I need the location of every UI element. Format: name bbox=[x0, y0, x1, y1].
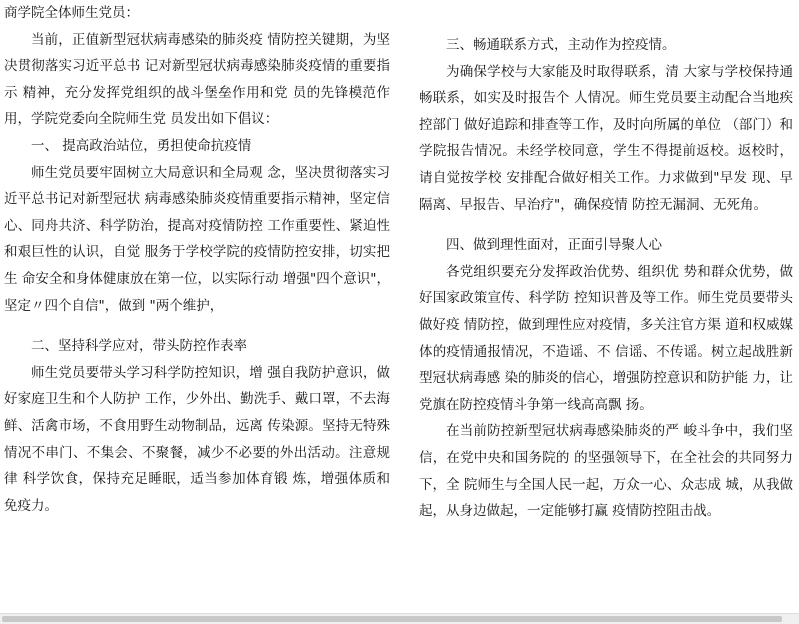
section-paragraph-1: 师生党员要牢固树立大局意识和全局观 念，坚决贯彻落实习近平总书记对新型冠状 病毒感染肺炎疫情重要指示精神，坚定信 心、同舟共济、科学防治，提高对疫情防控 工作重要性、紧迫性和艰巨性的认识，自觉 服务于学校学院的疫情防控安排，切实把生 命安全和身体健康放在第一位，以实际行动 增强"四个意识"，坚定〃四个自信"，做到 "两个维护， bbox=[4, 164, 390, 314]
section-heading-4: 四、做到理性面对，正面引导聚人心 bbox=[446, 237, 662, 254]
section-heading-1: 一、 提高政治站位，勇担使命抗疫情 bbox=[31, 137, 252, 154]
scrollbar-thumb[interactable] bbox=[2, 616, 782, 622]
section-paragraph-4: 各党组织要充分发挥政治优势、组织优 势和群众优势，做好国家政策宣传、科学防 控知识普及等工作。师生党员要带头做好疫 情防控，做到理性应对疫情，多关注官方渠 道和权威媒体的疫情通报情况，不造谣、不 信谣、不传谣。树立起战胜新型冠状病毒感 染的肺炎的信心，增强防控意识和防护能 力，让党旗在防控疫情斗争第一线高高飘 扬。 bbox=[419, 263, 793, 413]
paragraph-gap bbox=[419, 218, 793, 232]
intro-paragraph: 当前，正值新型冠状病毒感染的肺炎疫 情防控关键期，为坚决贯彻落实习近平总书 记对新型冠状病毒感染肺炎疫情的重要指示 精神，充分发挥党组织的战斗堡垒作用和党 员的先锋模范作用，学院党委向全院师生党 员发出如下倡议： bbox=[4, 31, 390, 128]
section-paragraph-3: 为确保学校与大家能及时取得联系，清 大家与学校保持通畅联系，如实及时报告个 人情况。师生党员要主动配合当地疾控部门 做好追踪和排查等工作，及时向所属的单位 （部门）和学院报告情况。未经学校同意，学生不得提前返校。返校时，请自觉按学校 安排配合做好相关工作。力求做到"早发 现、早隔离、早报告、早治疗"，确保疫情 防控无漏洞、无死角。 bbox=[419, 63, 793, 213]
paragraph-gap bbox=[4, 319, 390, 333]
section-heading-3: 三、畅通联系方式，主动作为控疫情。 bbox=[446, 37, 676, 53]
greeting: 商学院全体师生党员： bbox=[4, 5, 139, 21]
horizontal-scrollbar[interactable] bbox=[0, 613, 799, 624]
closing-paragraph: 在当前防控新型冠状病毒感染肺炎的严 峻斗争中，我们坚信，在党中央和国务院的 的坚强领导下，在全社会的共同努力下，全 院师生与全国人民一起，万众一心、众志成 城，从我做起，从身边做起，一定能够打赢 疫情防控阻击战。 bbox=[419, 423, 793, 520]
section-heading-2: 二、坚持科学应对，带头防控作表率 bbox=[31, 338, 247, 355]
right-column bbox=[419, 32, 793, 525]
section-paragraph-2: 师生党员要带头学习科学防控知识，增 强自我防护意识，做好家庭卫生和个人防护 工作，少外出、勤洗手、戴口罩，不去海 鲜、活禽市场，不食用野生动物制品，远离 传染源。坚持无特殊情况不串门、不集会、不聚餐，减少不必要的外出活动。注意规律 科学饮食，保持充足睡眠，适当参加体育锻 炼，增强体质和免疫力。 bbox=[4, 364, 390, 514]
left-column bbox=[4, 0, 390, 519]
